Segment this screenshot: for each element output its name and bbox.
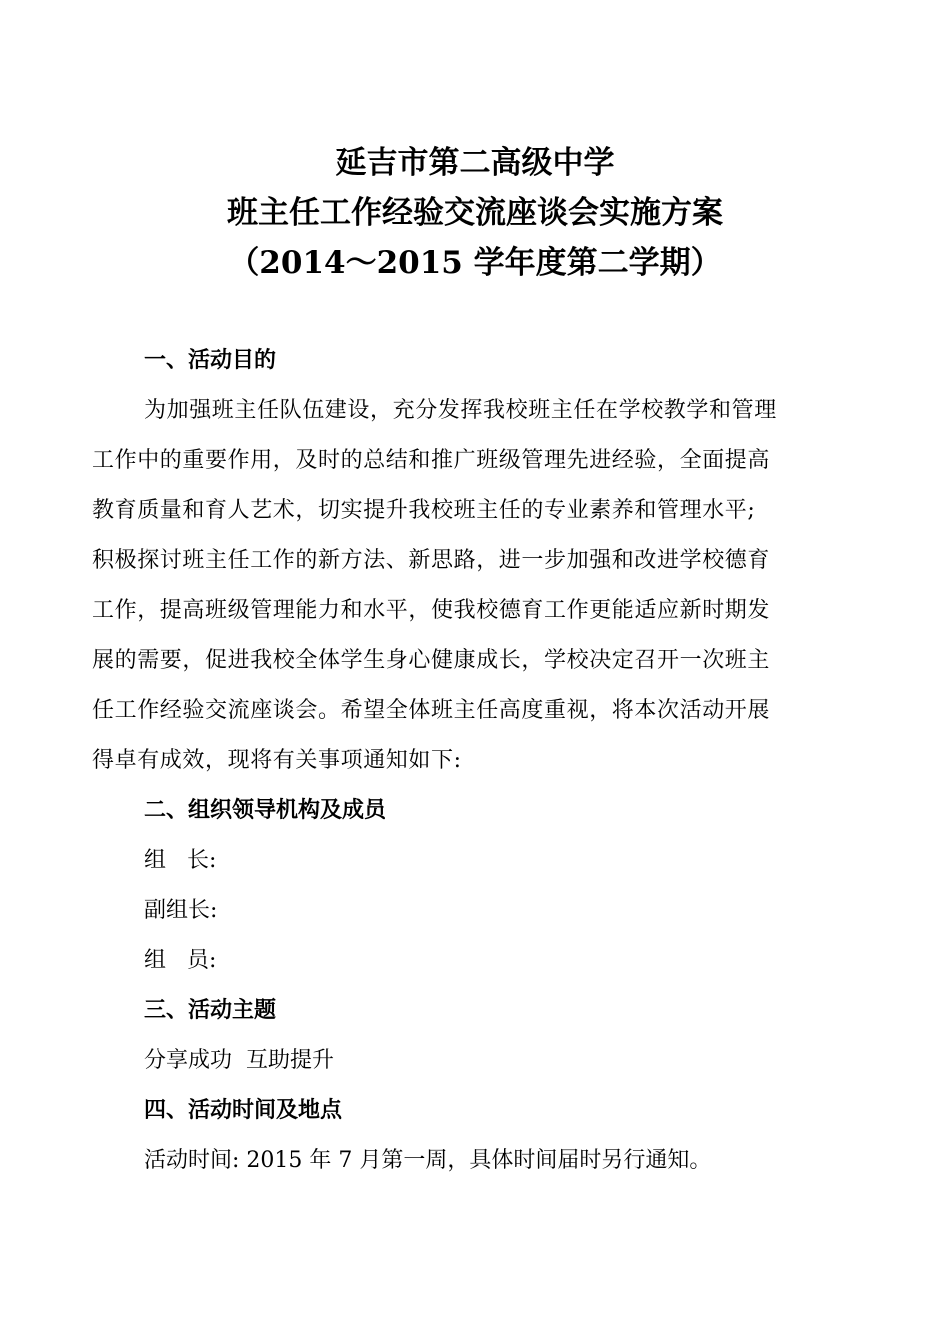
paragraph-line: 为加强班主任队伍建设，充分发挥我校班主任在学校教学和管理	[144, 398, 777, 423]
item-deputy-leader: 副组长:	[144, 898, 218, 923]
section-heading-organization: 二、组织领导机构及成员	[144, 798, 387, 823]
paragraph-line: 得卓有成效，现将有关事项通知如下:	[92, 748, 462, 773]
title-school-name: 延吉市第二高级中学	[335, 145, 615, 181]
document-body	[92, 336, 860, 1186]
section-heading-theme: 三、活动主题	[144, 998, 277, 1023]
title-plan-name: 班主任工作经验交流座谈会实施方案	[227, 195, 723, 231]
section-heading-purpose: 一、活动目的	[144, 348, 277, 373]
document-title	[0, 138, 950, 288]
title-term: （2014～2015 学年度第二学期）	[228, 245, 722, 281]
paragraph-line: 工作中的重要作用，及时的总结和推广班级管理先进经验，全面提高	[92, 448, 771, 473]
item-team-leader: 组 长:	[144, 848, 217, 873]
paragraph-line: 工作，提高班级管理能力和水平，使我校德育工作更能适应新时期发	[92, 598, 771, 623]
paragraph-line: 任工作经验交流座谈会。希望全体班主任高度重视，将本次活动开展	[92, 698, 771, 723]
activity-time-text: 活动时间: 2015 年 7 月第一周，具体时间届时另行通知。	[144, 1148, 712, 1173]
section-heading-time-place: 四、活动时间及地点	[144, 1098, 343, 1123]
paragraph-line: 展的需要，促进我校全体学生身心健康成长，学校决定召开一次班主	[92, 648, 771, 673]
paragraph-line: 积极探讨班主任工作的新方法、新思路，进一步加强和改进学校德育	[92, 548, 771, 573]
purpose-paragraph	[92, 386, 860, 786]
theme-text: 分享成功 互助提升	[144, 1048, 334, 1073]
item-team-members: 组 员:	[144, 948, 217, 973]
paragraph-line: 教育质量和育人艺术，切实提升我校班主任的专业素养和管理水平;	[92, 498, 756, 523]
